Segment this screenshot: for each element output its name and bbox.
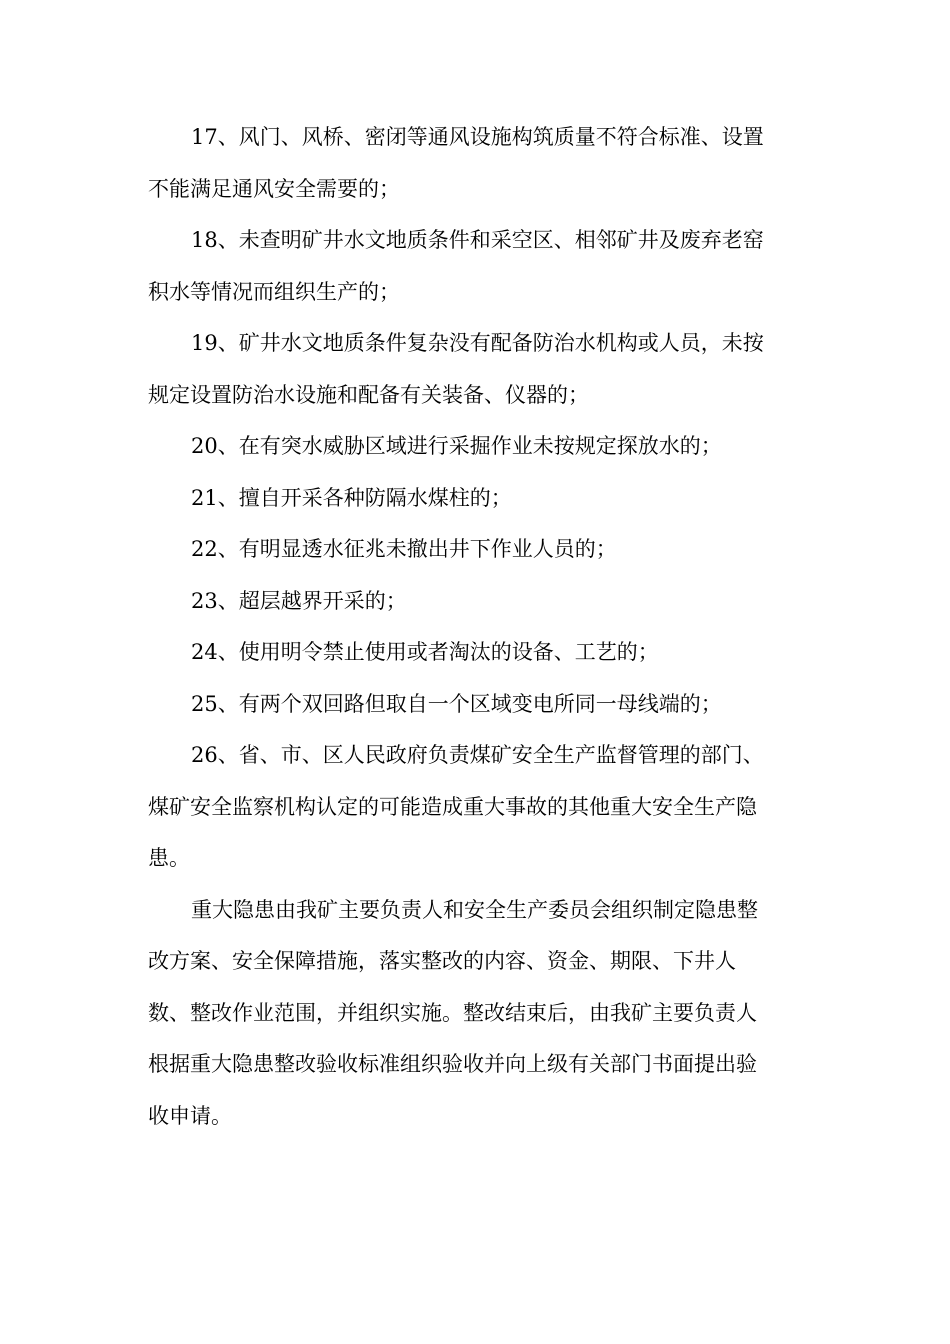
paragraph-line: 不能满足通风安全需要的； xyxy=(148,176,400,201)
paragraph-item-21 xyxy=(148,473,798,525)
paragraph-line: 积水等情况而组织生产的； xyxy=(148,279,400,304)
paragraph-line: 重大隐患由我矿主要负责人和安全生产委员会组织制定隐患整 xyxy=(191,897,758,922)
paragraph-item-17 xyxy=(148,112,798,215)
paragraph-line: 24、使用明令禁止使用或者淘汰的设备、工艺的； xyxy=(191,640,659,664)
paragraph-line: 根据重大隐患整改验收标准组织验收并向上级有关部门书面提出验 xyxy=(148,1052,757,1076)
paragraph-item-22 xyxy=(148,524,798,576)
paragraph-item-23 xyxy=(148,576,798,628)
paragraph-rectification xyxy=(148,885,798,1143)
paragraph-line: 21、擅自开采各种防隔水煤柱的； xyxy=(191,485,512,510)
paragraph-line: 22、有明显透水征兆未撤出井下作业人员的； xyxy=(191,537,617,561)
paragraph-item-26 xyxy=(148,730,798,885)
paragraph-line: 20、在有突水威胁区域进行采掘作业未按规定探放水的； xyxy=(191,434,722,458)
paragraph-item-20 xyxy=(148,421,798,473)
paragraph-line: 收申请。 xyxy=(148,1103,232,1128)
paragraph-line: 数、整改作业范围，并组织实施。整改结束后，由我矿主要负责人 xyxy=(148,1000,757,1025)
document-body xyxy=(148,112,798,1142)
paragraph-line: 23、超层越界开采的； xyxy=(191,588,407,613)
paragraph-line: 18、未查明矿井水文地质条件和采空区、相邻矿井及废弃老窑 xyxy=(191,228,764,252)
paragraph-line: 25、有两个双回路但取自一个区域变电所同一母线端的； xyxy=(191,691,722,716)
paragraph-line: 规定设置防治水设施和配备有关装备、仪器的； xyxy=(148,382,589,407)
paragraph-line: 患。 xyxy=(148,846,190,870)
paragraph-item-19 xyxy=(148,318,798,421)
paragraph-line: 17、风门、风桥、密闭等通风设施构筑质量不符合标准、设置 xyxy=(191,125,764,149)
paragraph-line: 19、矿井水文地质条件复杂没有配备防治水机构或人员，未按 xyxy=(191,331,764,355)
paragraph-item-18 xyxy=(148,215,798,318)
paragraph-line: 改方案、安全保障措施，落实整改的内容、资金、期限、下井人 xyxy=(148,949,736,973)
paragraph-item-24 xyxy=(148,627,798,679)
paragraph-line: 煤矿安全监察机构认定的可能造成重大事故的其他重大安全生产隐 xyxy=(148,794,757,819)
paragraph-item-25 xyxy=(148,679,798,731)
paragraph-line: 26、省、市、区人民政府负责煤矿安全生产监督管理的部门、 xyxy=(191,743,764,767)
